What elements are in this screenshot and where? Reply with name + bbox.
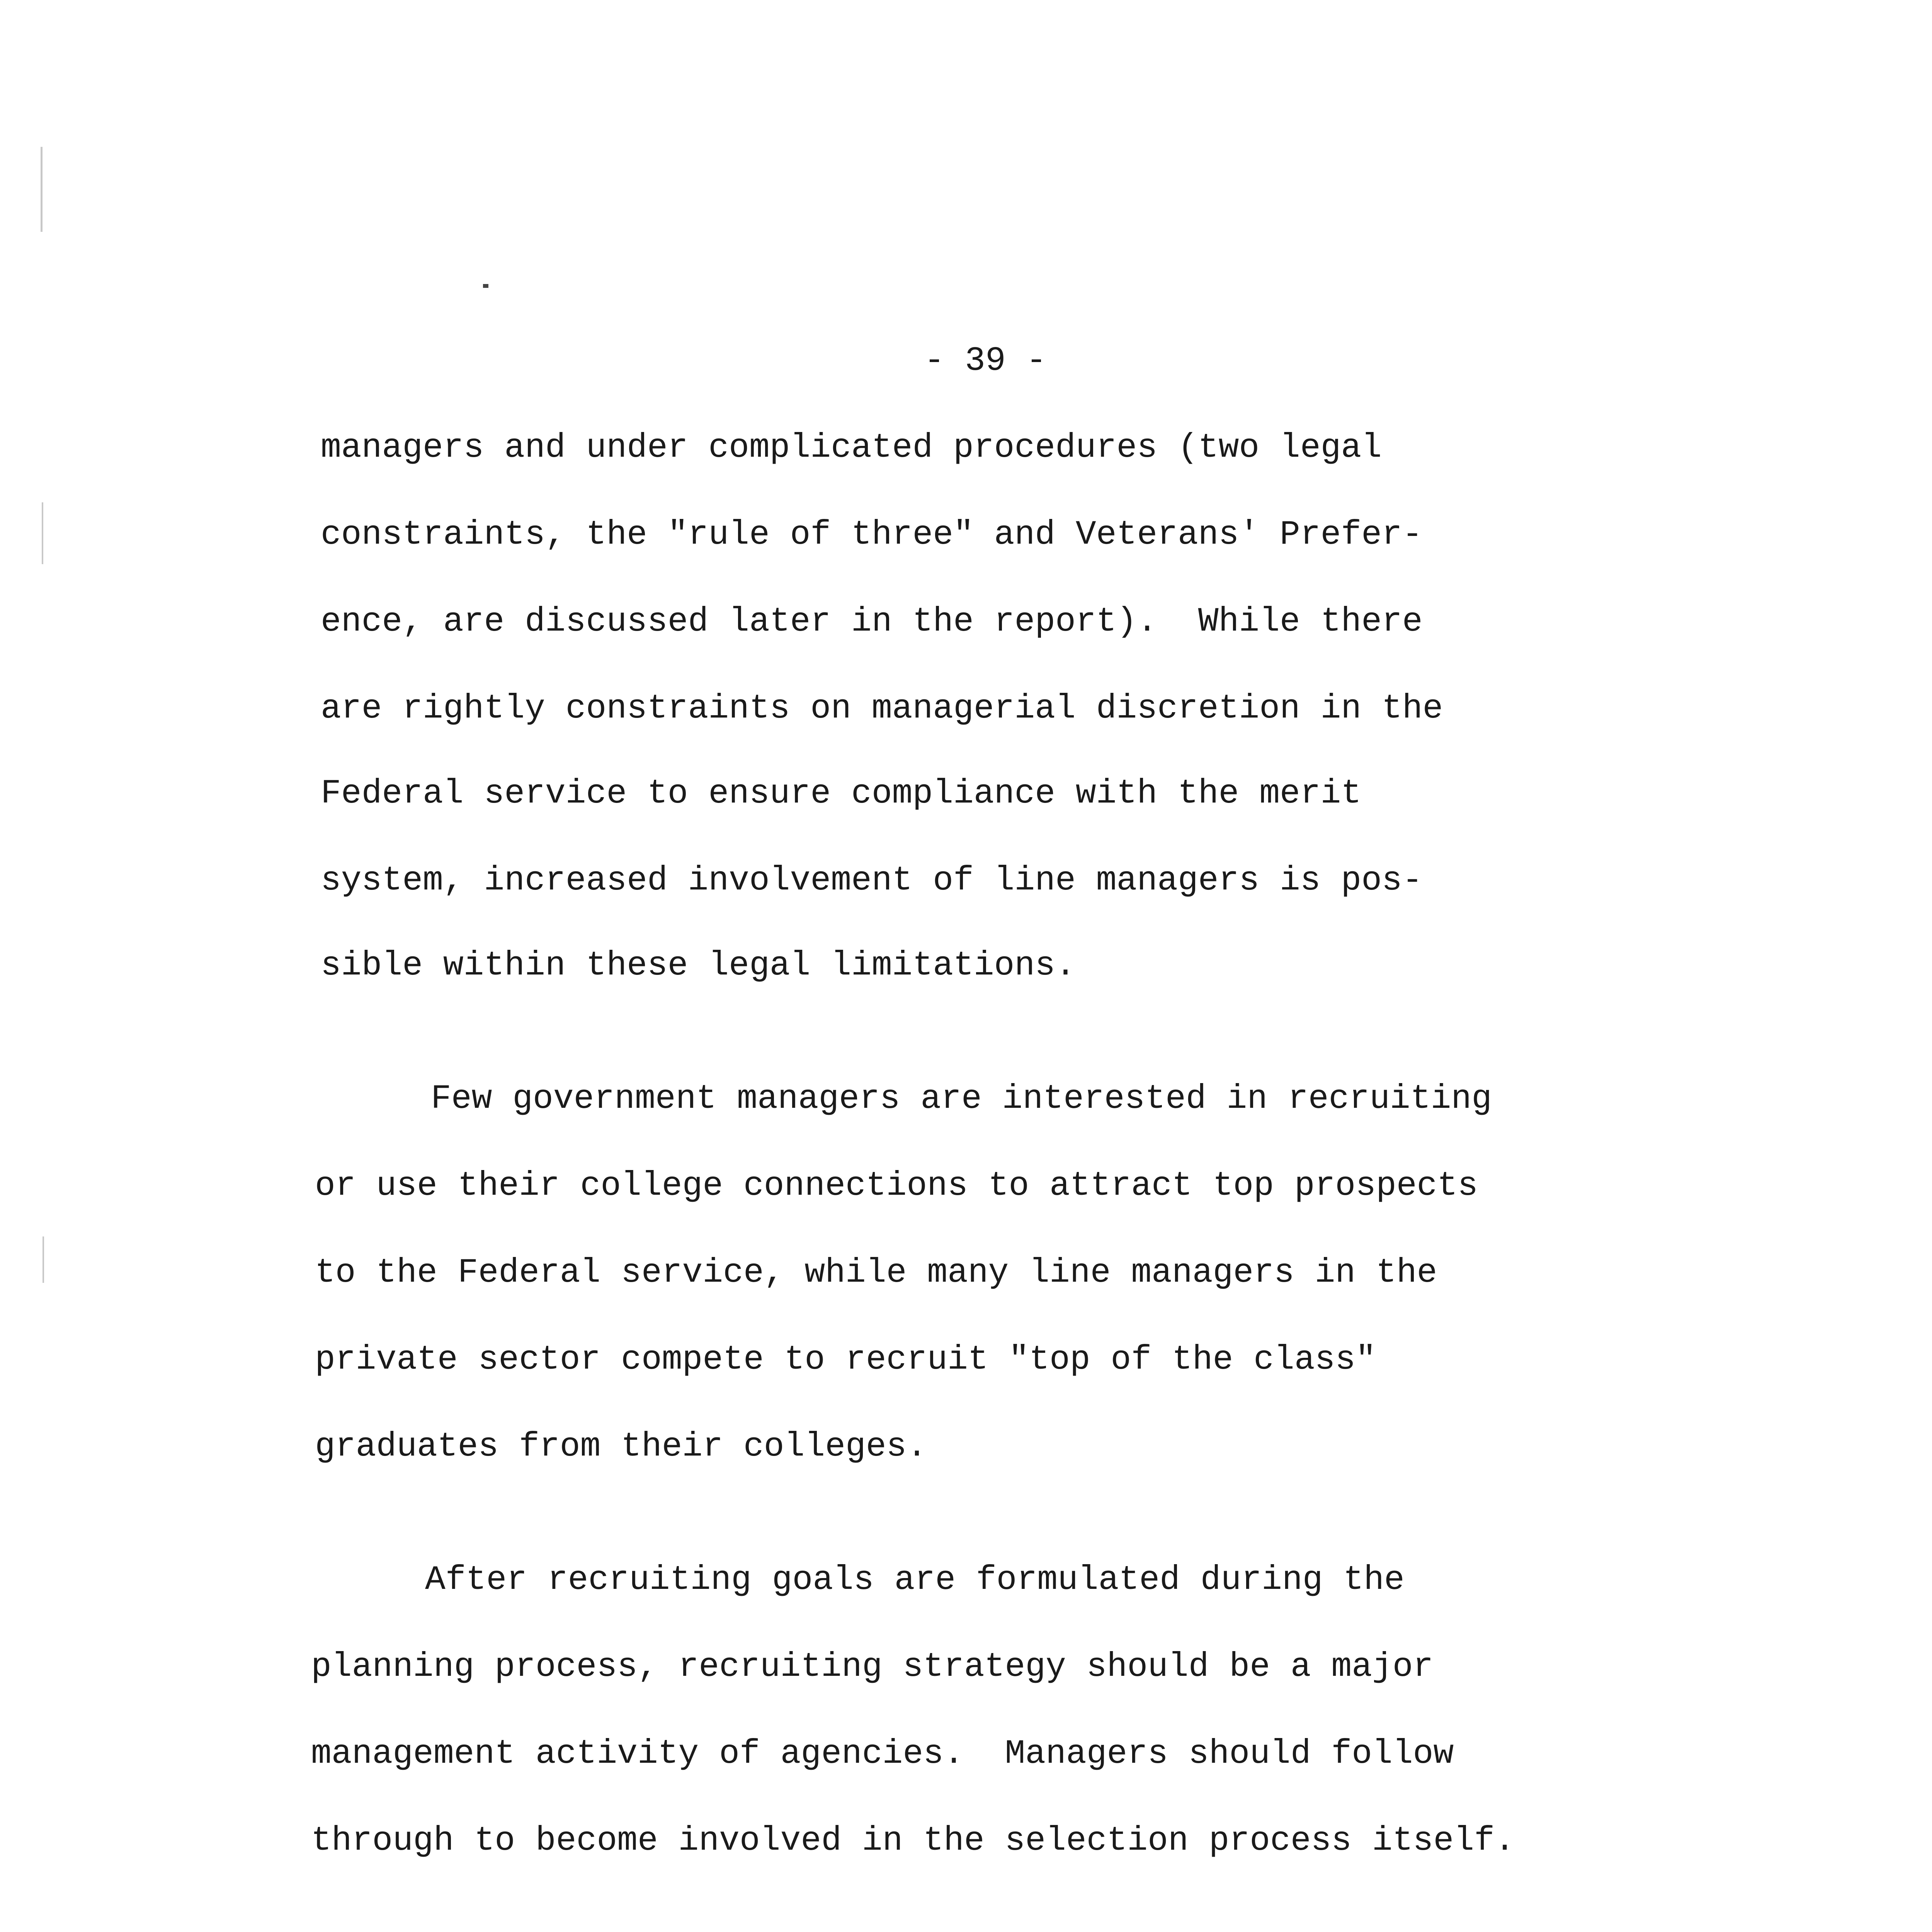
paragraph-line: are rightly constraints on managerial discretion in the xyxy=(321,690,1443,728)
paragraph-line: managers and under complicated procedures (two legal xyxy=(321,429,1382,467)
paragraph-line: private sector compete to recruit "top of the class" xyxy=(315,1341,1376,1379)
paragraph-line: system, increased involvement of line managers is pos- xyxy=(321,862,1423,900)
paragraph-line: management activity of agencies. Managers should follow xyxy=(311,1735,1454,1773)
paragraph-line: Federal service to ensure compliance with the merit xyxy=(321,775,1362,813)
paragraph-line: to the Federal service, while many line managers in the xyxy=(315,1254,1437,1292)
paragraph-line: planning process, recruiting strategy should be a major xyxy=(311,1648,1434,1686)
paragraph-line: Few government managers are interested in recruiting xyxy=(431,1080,1492,1118)
paragraph-line: After recruiting goals are formulated during the xyxy=(425,1561,1405,1599)
page-number: - 39 - xyxy=(924,342,1047,380)
scan-artifact xyxy=(41,147,43,232)
scan-artifact xyxy=(483,284,488,288)
scan-artifact xyxy=(43,1236,44,1283)
paragraph-line: graduates from their colleges. xyxy=(315,1428,927,1466)
paragraph-line: sible within these legal limitations. xyxy=(321,947,1076,985)
paragraph-line: constraints, the "rule of three" and Veterans' Prefer- xyxy=(321,516,1423,554)
scan-artifact xyxy=(42,502,43,564)
paragraph-line: ence, are discussed later in the report). While there xyxy=(321,603,1423,641)
paragraph-line: or use their college connections to attract top prospects xyxy=(315,1167,1478,1205)
paragraph-line: through to become involved in the selection process itself. xyxy=(311,1822,1515,1860)
